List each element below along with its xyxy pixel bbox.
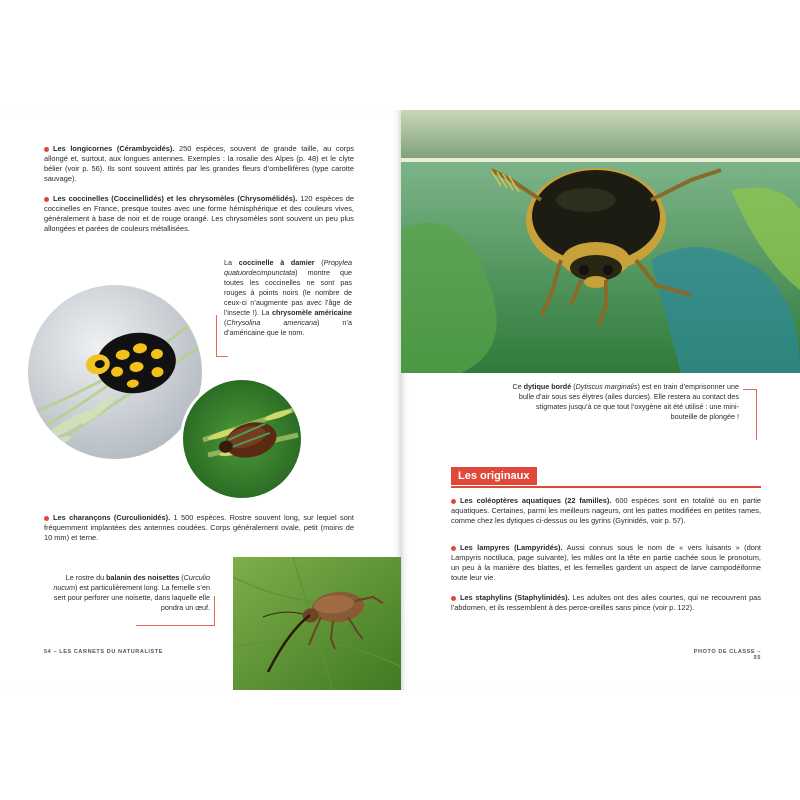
paragraph-heading: Les lampyres (Lampyridés).: [460, 543, 563, 552]
bullet-dot: [451, 596, 456, 601]
photo-chrysomele-americaine: [180, 377, 304, 501]
caption-dytique: Ce dytique bordé (Dytiscus marginalis) est en train d’emprisonner une bulle d’air sous ses élytres (ailes durcies). Elle restera au contact des stigmates jusqu’à ce que tout l’oxygène ait été utilisé : une mini-bouteille de plongée !: [512, 382, 739, 421]
caption-rule: [216, 315, 217, 357]
caption-balanin: Le rostre du balanin des noisettes (Curculio nucum) est particulièrement long. La femelle s’en sert pour perforer une noisette, dans laquelle elle pondra un œuf.: [53, 573, 210, 612]
bullet-dot: [451, 499, 456, 504]
paragraph-text: Aussi connus sous le nom de « vers luisants » (dont Lampyris noctiluca, page suivante), les mâles ont la tête en partie cachée sous le pronotum, un peu à la manière des blattes, et les femelles gardent un aspect de larve campodéiforme toute leur vie.: [451, 543, 761, 582]
paragraph-heading: Les staphylins (Staphylinidés).: [460, 593, 570, 602]
paragraph-coccinelles: [44, 194, 354, 234]
photo-coccinelle-damier: [28, 285, 202, 459]
paragraph-heading: Les coccinelles (Coccinellidés) et les chrysomèles (Chrysomélidés).: [53, 194, 298, 203]
paragraph-text: Les adultes ont des ailes courtes, qui ne recouvrent pas l’abdomen, et ils ressemblent à des perce-oreilles sans pince (voir p. 122).: [451, 593, 761, 612]
paragraph-staphylins: [451, 593, 761, 613]
bullet-dot: [44, 516, 49, 521]
photo-balanin-noisettes: [233, 557, 401, 690]
paragraph-charancons: [44, 513, 354, 543]
heading-underline: [451, 486, 761, 488]
paragraph-longicornes: [44, 144, 354, 184]
bullet-dot: [44, 147, 49, 152]
bullet-dot: [44, 197, 49, 202]
paragraph-text: 600 espèces sont en totalité ou en partie aquatiques. Certaines, parmi les meilleurs nageurs, ont les pattes modifiées en petites rames, comme chez les dytiques ci-dessus ou les gyrins (Gyrinidés, voir p. 57).: [451, 496, 761, 525]
paragraph-lampyres: [451, 543, 761, 583]
paragraph-heading: Les charançons (Curculionidés).: [53, 513, 171, 522]
page-footer-right: PHOTO DE CLASSE – 55: [693, 649, 761, 661]
caption-rule: [743, 389, 757, 390]
left-page: [0, 110, 401, 690]
paragraph-heading: Les coléoptères aquatiques (22 familles).: [460, 496, 612, 505]
paragraph-aquatiques: [451, 496, 761, 526]
photo-dytique-borde: [401, 110, 800, 373]
right-page: [401, 110, 800, 690]
paragraph-text: 120 espèces de coccinelles en France, presque toutes avec une forme hémisphérique et des couleurs vives, généralement à base de noir et de rouge orangé. Les chrysomèles sont souvent un peu plus allongées et parées de couleurs métallisées.: [44, 194, 354, 233]
paragraph-text: 1 500 espèces. Rostre souvent long, sur lequel sont fréquemment implantées des antennes coudées. Corps généralement ovale, petit (moins de 10 mm) et terne.: [44, 513, 354, 542]
bullet-dot: [451, 546, 456, 551]
caption-rule: [136, 625, 215, 626]
paragraph-text: 250 espèces, souvent de grande taille, au corps allongé et, surtout, aux longues antennes. Exemples : la rosalie des Alpes (p. 48) et le clyte bélier (voir p. 56). Ils sont souvent attirés par les grandes fleurs d’ombellifères (type carotte sauvage).: [44, 144, 354, 183]
caption-rule: [214, 596, 215, 626]
paragraph-heading: Les longicornes (Cérambycidés).: [53, 144, 175, 153]
caption-rule: [216, 356, 228, 357]
section-heading: Les originaux: [451, 467, 537, 485]
caption-coccinelle: La coccinelle à damier (Propylea quatuordecimpunctata) montre que toutes les coccinelles ne sont pas rouges à points noirs (le nombre de ceux-ci n’augmente pas avec l’âge de l’insecte !). La chrysomèle américaine (Chrysolina americana) n’a d’américaine que le nom.: [224, 258, 352, 337]
caption-rule: [756, 390, 757, 440]
page-footer-left: 54 – LES CARNETS DU NATURALISTE: [44, 649, 164, 655]
